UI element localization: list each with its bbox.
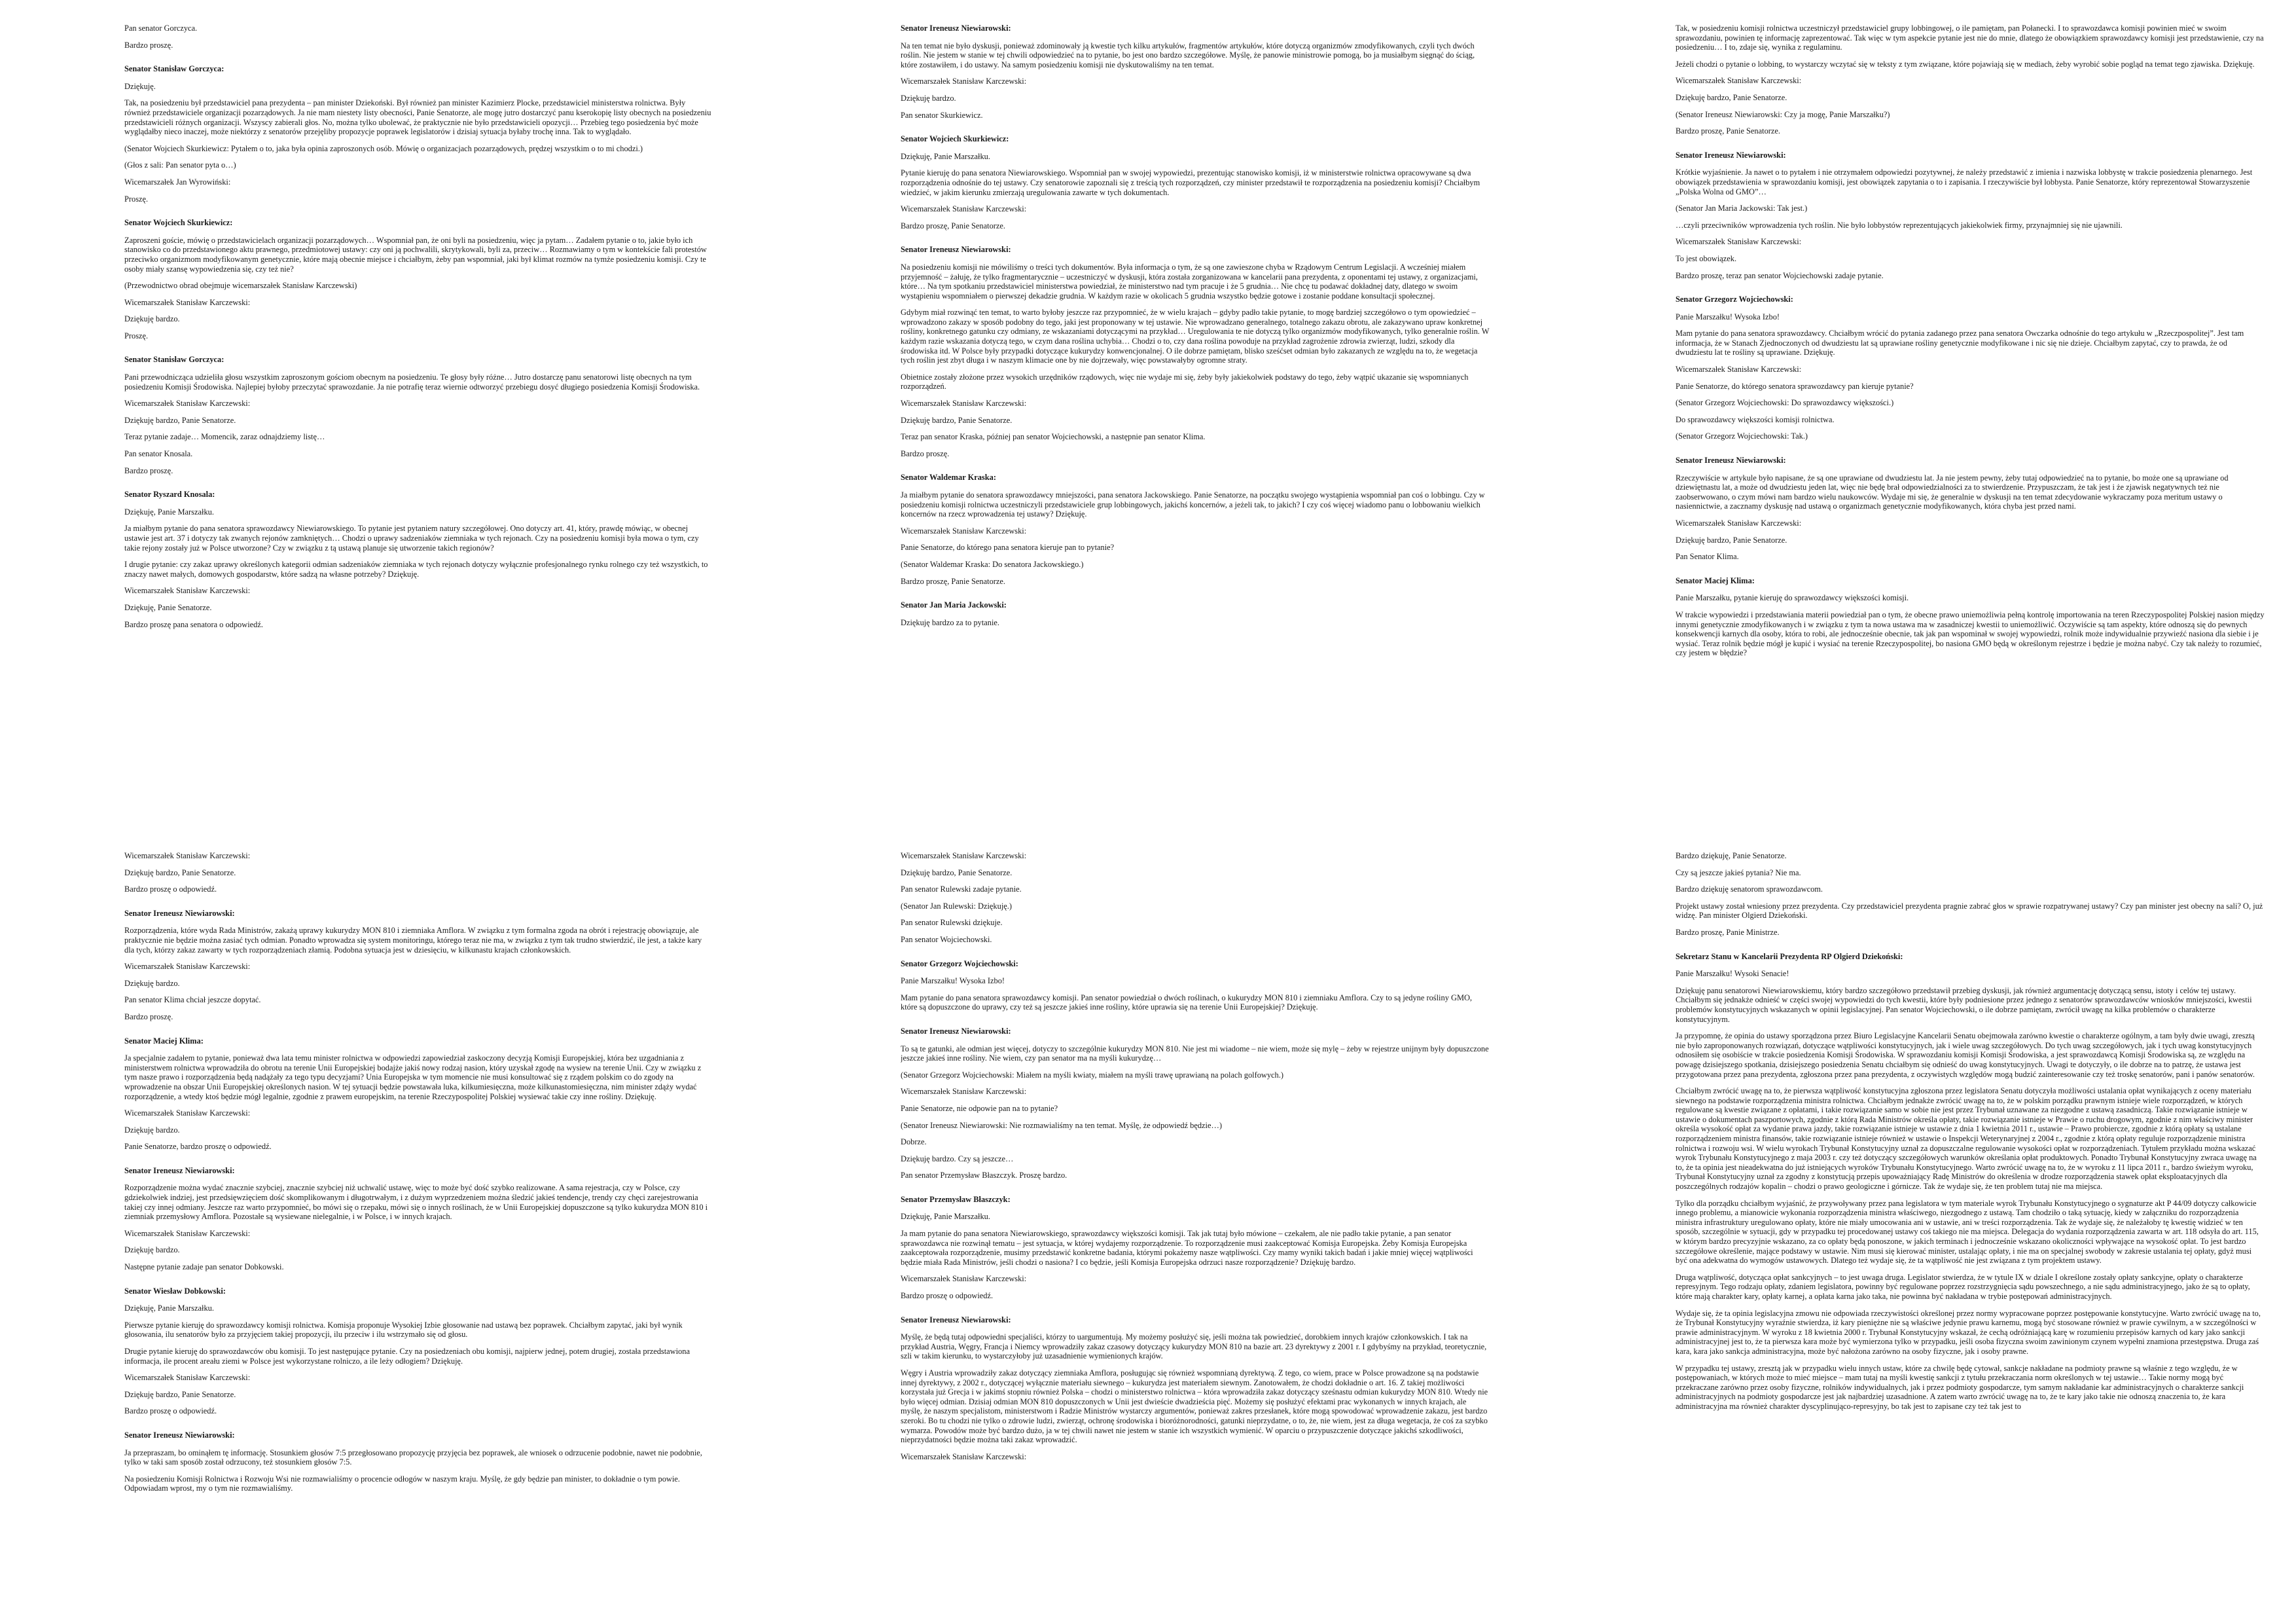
- paragraph: Bardzo proszę o odpowiedź.: [124, 884, 217, 894]
- page-6: [1676, 851, 2265, 1617]
- paragraph: Wicemarszałek Stanisław Karczewski:: [124, 851, 251, 860]
- paragraph: Bardzo proszę, Panie Senatorze.: [901, 576, 1005, 586]
- speaker-heading: Senator Ireneusz Niewiarowski:: [901, 1315, 1011, 1324]
- paragraph: Dziękuję.: [124, 81, 156, 91]
- paragraph: Projekt ustawy został wniesiony przez prezydenta. Czy przedstawiciel prezydenta pragnie zabrać głos w sprawie rozpatrywanej ustawy? Czy pan minister jest obecny na sali? O, już widzę. Pan minister Olgierd Dziekoński.: [1676, 901, 2263, 921]
- paragraph: Czy są jeszcze jakieś pytania? Nie ma.: [1676, 867, 1801, 877]
- paragraph: Wicemarszałek Stanisław Karczewski:: [1676, 76, 1802, 86]
- paragraph: Pan senator Skurkiewicz.: [901, 110, 983, 120]
- paragraph: Pan senator Klima chciał jeszcze dopytać.: [124, 995, 261, 1005]
- paragraph: Dziękuję bardzo, Panie Senatorze.: [124, 867, 236, 877]
- paragraph: Dziękuję bardzo za to pytanie.: [901, 617, 1000, 627]
- paragraph: Bardzo proszę, Panie Senatorze.: [901, 221, 1005, 230]
- paragraph: Wicemarszałek Stanisław Karczewski:: [124, 1108, 251, 1118]
- paragraph: Wicemarszałek Stanisław Karczewski:: [124, 586, 251, 596]
- paragraph: Ja mam pytanie do pana senatora Niewiarowskiego, sprawozdawcy większości komisji. Tak jak tutaj było mówione – czekałem, ale nie padło takie pytanie, a pan senator sprawozdawca nie rozwinął tematu – jest sytuacja, w której wydajemy rozporządzenie. To rozporządzenie musi zaakceptować Komisja Europejska. Żeby Komisja Europejska zaakceptowała rozporządzenie, musimy przedstawić konkretne badania, którymi pokażemy nasze wątpliwości. Czy mamy wyniki takich badań i jakie mniej więcej wątpliwości będzie miała Rada Ministrów, jeśli chodzi o nasiona? I co będzie, jeśli Komisja Europejska odrzuci nasze rozporządzenie? Dziękuję bardzo.: [901, 1229, 1473, 1267]
- speaker-heading: Senator Ireneusz Niewiarowski:: [901, 245, 1011, 255]
- speaker-heading: Senator Ireneusz Niewiarowski:: [901, 24, 1011, 33]
- paragraph: …czyli przeciwników wprowadzenia tych roślin. Nie było lobbystów reprezentujących jakiekolwiek firmy, przynajmniej się nie ujawnili.: [1676, 220, 2123, 230]
- paragraph: Bardzo proszę o odpowiedź.: [901, 1291, 994, 1301]
- paragraph: W trakcie wypowiedzi i przedstawiania materii powiedział pan o tym, że obecne prawo uniemożliwia pełną kontrolę importowania na teren Rzeczypospolitej Polskiej nasion między innymi genetycznie zmodyfikowanych i w związku z tym ta nowa ustawa ma w zasadniczej kwestii to uniemożliwić. Oczywiście są tam aspekty, które odnoszą się do pewnych konsekwencji karnych dla osoby, która to robi, ale jednocześnie obecnie, tak jak pan wspominał w swojej wypowiedzi, rolnik może indywidualnie przywieźć nasiona dla siebie i je wysiać. Teraz rolnik będzie mógł je kupić i wysiać na terenie Rzeczypospolitej, bo nasiona GMO będą w określonym rejestrze i będzie je można nabyć. Czy tak należy to rozumieć, czy jestem w błędzie?: [1676, 610, 2265, 658]
- paragraph: Obietnice zostały złożone przez wysokich urzędników rządowych, więc nie wydaje mi się, żeby były jakiekolwiek podstawy do tego, żeby wątpić ukazanie się wspomnianych rozporządzeń.: [901, 372, 1469, 392]
- page-3: [1676, 24, 2265, 770]
- speaker-heading: Sekretarz Stanu w Kancelarii Prezydenta RP Olgierd Dziekoński:: [1676, 951, 1903, 961]
- paragraph: (Przewodnictwo obrad obejmuje wicemarszałek Stanisław Karczewski): [124, 281, 357, 291]
- speaker-heading: Senator Wiesław Dobkowski:: [124, 1286, 226, 1296]
- speaker-heading: Senator Grzegorz Wojciechowski:: [1676, 295, 1793, 304]
- paragraph: Panie Senatorze, do którego pana senatora kieruje pan to pytanie?: [901, 543, 1115, 553]
- paragraph: Gdybym miał rozwinąć ten temat, to warto byłoby jeszcze raz przypomnieć, że w wielu krajach – gdyby padło takie pytanie, to mogę bardziej szczegółowo o tym opowiedzieć – wprowadzono zakazy w sposób podobny do tego, jaki jest proponowany w tej ustawie. Nie wprowadzano generalnego, totalnego zakazu obrotu, ale zakazywano upraw konkretnej rośliny, konkretnego gatunku czy odmiany, ze wskazaniami dotyczącymi na przykład… Uregulowania te nie dotyczą tylko organizmów modyfikowanych, tylko generalnie roślin. W każdym razie wskazania dotyczą tego, w czym dana roślina uchybia… Chodzi o to, czy dana roślina powoduje na przykład zagrożenie zdrowia zwierząt, ludzi, szkody dla środowiska itd. W Polsce były przypadki dotyczące kukurydzy konwencjonalnej. O ile dobrze pamiętam, blisko sześćset odmian było zakazanych ze względu na to, że wegetacja tych roślin jest zbyt długa i w naszym klimacie one by nie dojrzewały, więc powstawałyby ogromne straty.: [901, 308, 1490, 365]
- paragraph: Drugie pytanie kieruję do sprawozdawców obu komisji. To jest następujące pytanie. Czy na posiedzeniach obu komisji, najpierw jednej, potem drugiej, została przedstawiona informacja, ile procent areału ziemi w Polsce jest wykorzystane rolniczo, a ile leży odłogiem? Dziękuję.: [124, 1347, 690, 1366]
- paragraph: Wicemarszałek Jan Wyrowiński:: [124, 177, 231, 187]
- paragraph: Bardzo proszę, teraz pan senator Wojciechowski zadaje pytanie.: [1676, 270, 1884, 280]
- paragraph: Pierwsze pytanie kieruję do sprawozdawcy komisji rolnictwa. Komisja proponuje Wysokiej Izbie głosowanie nad ustawą bez poprawek. Chciałbym zapytać, jaki był wynik głosowania, ilu senatorów było za przyjęciem takiej propozycji, ilu przeciw i ilu wstrzymało się od głosu.: [124, 1320, 683, 1340]
- paragraph: Pan senator Knosala.: [124, 449, 193, 459]
- paragraph: Tak, na posiedzeniu był przedstawiciel pana prezydenta – pan minister Dziekoński. Był również pan minister Kazimierz Plocke, przedstawiciel ministerstwa rolnictwa. Były również przedstawiciele organizacji pozarządowych. Ja nie mam niestety listy obecności, Panie Senatorze, ale mogę jutro dostarczyć panu kserokopię listy obecnych na posiedzeniu przedstawicieli różnych organizacji. Wszyscy zabierali głos. No, można tylko ubolewać, że praktycznie nie było przedstawicieli opozycji… Przebieg tego posiedzenia być może wyglądałby nieco inaczej, może niektórzy z senatorów przejęliby propozycje poprawek legislatorów i dzisiaj sytuacja byłaby trochę inna. Tak to wyglądało.: [124, 98, 711, 137]
- speaker-heading: Senator Ireneusz Niewiarowski:: [1676, 150, 1786, 160]
- paragraph: Dziękuję bardzo, Panie Senatorze.: [1676, 92, 1787, 102]
- paragraph: Panie Senatorze, nie odpowie pan na to pytanie?: [901, 1103, 1058, 1113]
- paragraph: Dziękuję bardzo.: [124, 314, 180, 324]
- paragraph: Wicemarszałek Stanisław Karczewski:: [1676, 237, 1802, 247]
- paragraph: Rzeczywiście w artykule było napisane, że są one uprawiane od dwudziestu lat. Ja nie jestem pewny, żeby tutaj odpowiedzieć na to pytanie, bo może one są uprawiane od dziewiętnastu lat, a może od dwudziestu jeden lat, więc nie będę brał odpowiedzialności za to stwierdzenie. Przypuszczam, że tak jest i że zjawisk negatywnych też nie zaobserwowano, o czym mówi nam bardzo wielu naukowców. Wydaje mi się, że generalnie w dyskusji na ten temat zdecydowanie wykraczamy poza meritum ustawy o nasiennictwie, a zacznamy dyskusję nad ustawą o organizmach genetycznie modyfikowanych, która chyba jest przed nami.: [1676, 473, 2229, 511]
- paragraph: Bardzo proszę o odpowiedź.: [124, 1406, 217, 1416]
- speaker-heading: Senator Wojciech Skurkiewicz:: [124, 218, 233, 228]
- paragraph: Wicemarszałek Stanisław Karczewski:: [1676, 365, 1802, 374]
- paragraph: Mam pytanie do pana senatora sprawozdawcy. Chciałbym wrócić do pytania zadanego przez pana senatora Owczarka odnośnie do tego artykułu w „Rzeczpospolitej”. Jest tam informacja, że w Stanach Zjednoczonych od dwudziestu lat są uprawiane rośliny genetycznie modyfikowane i nic się nie dzieje. Chciałbym zapytać, czy to prawda, że od dwudziestu lat te rośliny są uprawiane. Dziękuję.: [1676, 329, 2244, 357]
- paragraph: To są te gatunki, ale odmian jest więcej, dotyczy to szczególnie kukurydzy MON 810. Nie jest mi wiadome – nie wiem, może się mylę – żeby w rejestrze unijnym były dopuszczone jeszcze jakieś inne rośliny. Nie wiem, czy pan senator ma na myśli kukurydzę…: [901, 1044, 1489, 1063]
- paragraph: Panie Marszałku! Wysoka Izbo!: [1676, 312, 1780, 321]
- paragraph: Ja przypomnę, że opinia do ustawy sporządzona przez Biuro Legislacyjne Kancelarii Senatu obejmowała zarówno kwestie o charakterze ogólnym, a tam były dwie uwagi, zresztą nie było zaproponowanych rozwiązań, dotyczące wątpliwości konstytucyjnych, jak i wiele uwag szczegółowych. Do tych uwag szczegółowych, jak i tych uwag konstytucyjnych odnosiłem się osobiście w trakcie posiedzenia Komisji Środowiska. W sprawozdaniu komisji Komisji Środowiska, a jest sprawozdawcą Komisji Środowiska są, ze względu na powagę dzisiejszego spotkania, dzisiejszego posiedzenia Senatu chciałbym się odnieść do uwag konstytucyjnych. Uwagi te dotyczyły, o ile dobrze na to patrzę, że ustawa jest przygotowana przez pana prezydenta, zgłoszona przez pana prezydenta, z oczywistych względów mogą budzić zainteresowanie czy też troskę senatorów, pani i panów senatorów.: [1676, 1031, 2255, 1079]
- paragraph: Panie Marszałku, pytanie kieruję do sprawozdawcy większości komisji.: [1676, 593, 1909, 603]
- paragraph: Dziękuję bardzo, Panie Senatorze.: [901, 867, 1013, 877]
- paragraph: Druga wątpliwość, dotycząca opłat sankcyjnych – to jest uwaga druga. Legislator stwierdza, że w tytule IX w dziale I określone zostały opłaty sankcyjne, opłaty o charakterze represyjnym. Tego rodzaju opłaty, zdaniem legislatora, powinny być regulowane poprzez rozstrzygnięcia sądu powszechnego, a nie sądu administracyjnego, jako że są to opłaty, które mają charakter kary, opłaty karnej, a opłata karna jako taka, nie powinna być nakładana w trybie postępowań administracyjnych.: [1676, 1272, 2250, 1301]
- paragraph: Ja miałbym pytanie do senatora sprawozdawcy mniejszości, pana senatora Jackowskiego. Panie Senatorze, na początku swojego wystąpienia wspomniał pan coś o lobbingu. Czy w posiedzeniu komisji rolnictwa uczestniczyli przedstawiciele grup lobbingowych, jakichś koncernów, a jeżeli tak, to jakich? I czy coś więcej wiadomo panu o lobbowaniu wielkich koncernów na rzecz wprowadzenia tej ustawy? Dziękuję.: [901, 490, 1485, 519]
- speaker-heading: Senator Stanisław Gorczyca:: [124, 64, 224, 74]
- paragraph: Następne pytanie zadaje pan senator Dobkowski.: [124, 1262, 284, 1272]
- paragraph: (Senator Wojciech Skurkiewicz: Pytałem o to, jaka była opinia zaproszonych osób. Mówię o organizacjach pozarządowych, prędzej wszystkim o to mi chodzi.): [124, 143, 643, 153]
- paragraph: Dziękuję panu senatorowi Niewiarowskiemu, który bardzo szczegółowo przedstawił przebieg dyskusji, jak również argumentację dotyczącą sensu, istoty i celów tej ustawy. Chciałbym się jednakże odnieść w części swojej wypowiedzi do tych kwestii, które były podniesione przez jednego z senatorów sprawozdawców wniosków mniejszości, kwestii problemów konstytucyjnych wskazanych w opinii legislacyjnej. Pan senator Wojciechowski, o ile dobrze pamiętam, zwrócił uwagę na kilka problemów o charakterze konstytucyjnym.: [1676, 985, 2252, 1024]
- paragraph: Zaproszeni goście, mówię o przedstawicielach organizacji pozarządowych… Wspomniał pan, że oni byli na posiedzeniu, więc ja pytam… Zadałem pytanie o to, jakie było ich stanowisko co do przedstawionego aktu prawnego, przedmiotowej ustawy: czy oni ją pochwalili, skrytykowali, byli za, przeciw… Rozmawiamy o tym w kontekście fali protestów przeciwko organizmom modyfikowanym genetycznie, które mają obecnie miejsce i chciałbym, żeby pan wspomniał, jaki był klimat rozmów na tymże posiedzeniu komisji. Czy te osoby miały szansę wypowiedzenia się, czy też nie?: [124, 235, 707, 274]
- paragraph: (Senator Grzegorz Wojciechowski: Do sprawozdawcy większości.): [1676, 398, 1894, 408]
- paragraph: Pan senator Rulewski dziękuje.: [901, 918, 1003, 928]
- paragraph: Na posiedzeniu komisji nie mówiliśmy o treści tych dokumentów. Była informacja o tym, że są one zawieszone chyba w Rządowym Centrum Legislacji. A wcześniej miałem przyjemność – żałuję, że tylko fragmentarycznie – uczestniczyć w dyskusji, która została zorganizowana w kancelarii pana prezydenta, z oponentami tej ustawy, z organizacjami, które… Na tym spotkaniu przedstawiciel ministerstwa powiedział, że ministerstwo nad tym pracuje i że 5 grudnia… Nie chcę tu podawać dokładnej daty, dlatego w swoim wystąpieniu wspomniałem o pierwszej dekadzie grudnia. W każdym razie w okolicach 5 grudnia wszystko będzie gotowe i zostanie poddane konsultacji społecznej.: [901, 262, 1478, 301]
- paragraph: Teraz pytanie zadaje… Momencik, zaraz odnajdziemy listę…: [124, 432, 325, 442]
- paragraph: Panie Senatorze, bardzo proszę o odpowiedź.: [124, 1142, 272, 1152]
- speaker-heading: Senator Wojciech Skurkiewicz:: [901, 134, 1009, 144]
- paragraph: Dziękuję bardzo.: [124, 1125, 180, 1135]
- paragraph: (Senator Jan Maria Jackowski: Tak jest.): [1676, 204, 1808, 213]
- speaker-heading: Senator Maciej Klima:: [1676, 575, 1755, 585]
- paragraph: (Senator Waldemar Kraska: Do senatora Jackowskiego.): [901, 559, 1084, 569]
- paragraph: Pani przewodnicząca udzieliła głosu wszystkim zaproszonym gościom obecnym na posiedzeniu. Te głosy były różne… Jutro dostarczę panu senatorowi listę obecnych na tym posiedzeniu Komisji Środowiska. Najlepiej byłoby przeczytać sprawozdanie. Ja nie potrafię teraz wiernie odtworzyć przebiegu dosyć długiego posiedzenia Komisji Środowiska.: [124, 373, 700, 392]
- paragraph: Bardzo dziękuję senatorom sprawozdawcom.: [1676, 884, 1823, 894]
- paragraph: (Senator Grzegorz Wojciechowski: Tak.): [1676, 431, 1808, 441]
- paragraph: Dziękuję bardzo, Panie Senatorze.: [124, 415, 236, 425]
- paragraph: Na ten temat nie było dyskusji, ponieważ zdominowały ją kwestie tych kilku artykułów, fragmentów artykułów, które dotyczą organizmów zmodyfikowanych, czyli tych dwóch roślin. Nie jestem w stanie w tej chwili odpowiedzieć na to pytanie, bo jest ono bardzo szczegółowe. Myślę, że panowie ministrowie pomogą, bo ja musiałbym sięgnąć do ściąg, które zostawiłem, i do ustawy. Na samym posiedzeniu komisji nie dyskutowaliśmy na ten temat.: [901, 41, 1475, 69]
- paragraph: Bardzo proszę.: [124, 465, 173, 475]
- paragraph: Wicemarszałek Stanisław Karczewski:: [901, 1451, 1027, 1461]
- paragraph: Proszę.: [124, 331, 149, 340]
- speaker-heading: Senator Ryszard Knosala:: [124, 490, 215, 500]
- paragraph: Krótkie wyjaśnienie. Ja nawet o to pytałem i nie otrzymałem odpowiedzi pozytywnej, że należy przedstawić z imienia i nazwiska lobbystę w trakcie posiedzenia plenarnego. Jest obowiązek przedstawienia w sprawozdaniu komisji, jest obowiązek zapytania o to i zapisania. I rzeczywiście był lobbysta. Panie Senatorze, który reprezentował Stowarzyszenie „Polska Wolna od GMO”…: [1676, 168, 2253, 196]
- paragraph: Pan senator Przemysław Błaszczyk. Proszę bardzo.: [901, 1171, 1067, 1180]
- paragraph: Myślę, że będą tutaj odpowiedni specjaliści, którzy to uargumentują. My możemy posłużyć się, jeśli można tak powiedzieć, dorobkiem innych krajów członkowskich. I tak na przykład Austria, Węgry, Francja i Niemcy wprowadziły zakaz czasowy dotyczący kukurydzy MON 810 na bazie art. 23 dyrektywy z 2001 r. I gdybyśmy na przykład, teoretycznie, szli w takim kierunku, to wystarczyłoby już uzasadnienie wymienionych krajów.: [901, 1332, 1487, 1361]
- paragraph: Wydaje się, że ta opinia legislacyjna zmowu nie odpowiada rzeczywistości określonej przez normy wypracowane poprzez postępowanie konstytucyjne. Warto zwrócić uwagę na to, że Trybunał Konstytucyjny wyraźnie stwierdza, iż kary pieniężne nie są właściwe jedynie prawu karnemu, mogą być stosowane również w prawie cywilnym, a w szczególności w prawie administracyjnym. W wyroku z 18 kwietnia 2000 r. Trybunał Konstytucyjny wskazał, że cechą odróżniającą karę w rozumieniu przepisów karnych od kary jako sankcji administracyjnej jest to, że ta pierwsza kara może być wymierzona tylko w przypadku, jeśli osoba fizyczna swoim zawinionym czynem wypełni znamiona przestępstwa. Druga zaś kara, kara jako sankcja administracyjna, może być nałożona zarówno na osoby fizyczne, jak i osoby prawne.: [1676, 1308, 2261, 1356]
- page-5: [901, 851, 1490, 1617]
- paragraph: Panie Marszałku! Wysoki Senacie!: [1676, 969, 1789, 979]
- paragraph: Rozporządzenia, które wyda Rada Ministrów, zakażą uprawy kukurydzy MON 810 i ziemniaka Amflora. W związku z tym formalna zgoda na obrót i rejestrację obowiązuje, ale praktycznie nie będzie można zasiać tych odmian. Ponadto wprowadza się system monitoringu, którego teraz nie ma, w związku z tym tak trudno stwierdzić, ile jest, a także kary dla tych, którzy zakaz zawarty w tych rozporządzeniach złamią. Podobna sytuacja jest w dziesięciu, w kilkunastu krajach członkowskich.: [124, 926, 702, 955]
- paragraph: Węgry i Austria wprowadziły zakaz dotyczący ziemniaka Amflora, posługując się również wspomnianą dyrektywą. Z tego, co wiem, prace w Polsce prowadzone są na podstawie innej dyrektywy, z 2002 r., dotyczącej wyłącznie materiału siewnego – kukurydza jest materiałem siewnym. Zanotowałem, że chodzi dokładnie o art. 16. Z takiej możliwości korzystała już Grecja i w jakimś stopniu również Polska – chodzi o ministerstwo rolnictwa – która wprowadziła zakaz dotyczący sześnastu odmian kukurydzy MON 810. Wtedy nie było więcej odmian. Dzisiaj odmian MON 810 dopuszczonych w Unii jest dwieście dwadzieścia pięć. Możemy się posłużyć efektami prac wykonanych w innych krajach, ale myślę, że naszym specjalistom, ministerstwom i Radzie Ministrów wystarczy argumentów, ponieważ zakres przesłanek, które mogą spowodować wprowadzenie zakazu, jest bardzo szeroki. Bo tu chodzi nie tylko o zdrowie ludzi, zwierząt, ochronę środowiska i bioróżnorodności, gatunki nieprzydatne, o to, że, nie wiem, jest za długa wegetacja, że coś za szybko wymarza. Powodów może być bardzo dużo, ja w tej chwili nawet nie jestem w stanie ich wszystkich wymienić. W oparciu o przypuszczenie dotyczące jakichś szkodliwości, nieprzydatności będzie można taki zakaz wprowadzić.: [901, 1368, 1488, 1445]
- paragraph: Wicemarszałek Stanisław Karczewski:: [901, 1274, 1027, 1284]
- paragraph: Wicemarszałek Stanisław Karczewski:: [124, 297, 251, 307]
- paragraph: Wicemarszałek Stanisław Karczewski:: [124, 399, 251, 409]
- paragraph: Na posiedzeniu Komisji Rolnictwa i Rozwoju Wsi nie rozmawialiśmy o procencie odłogów w naszym kraju. Myślę, że gdy będzie pan minister, to dokładnie o tym powie. Odpowiadam wprost, my o tym nie rozmawialiśmy.: [124, 1474, 680, 1493]
- paragraph: Proszę.: [124, 194, 149, 204]
- paragraph: Wicemarszałek Stanisław Karczewski:: [124, 1228, 251, 1238]
- page-1: [124, 24, 713, 770]
- paragraph: Pan senator Wojciechowski.: [901, 934, 992, 944]
- paragraph: Bardzo proszę.: [901, 448, 950, 458]
- speaker-heading: Senator Stanisław Gorczyca:: [124, 355, 224, 365]
- paragraph: Rozporządzenie można wydać znacznie szybciej, znacznie szybciej niż uchwalić ustawę, więc to może być dość szybko realizowane. A sama rejestracja, czy w Polsce, czy gdziekolwiek indziej, jest przedsięwzięciem dość skomplikowanym i długotrwałym, i z dużym wyprzedzeniem można śledzić jakieś tendencje, trendy czy chęci zarejestrowania takiej czy innej odmiany. Jeszcze raz warto przypomnieć, bo mówi się o rzepaku, mówi się o innych roślinach, że w Unii Europejskiej dopuszczone są tylko kukurydza MON 810 i ziemniak przemysłowy Amflora. Pozostałe są wysiewane nielegalnie, i w Polsce, i w innych krajach.: [124, 1183, 708, 1222]
- paragraph: Bardzo proszę pana senatora o odpowiedź.: [124, 619, 263, 629]
- paragraph: Pan Senator Klima.: [1676, 552, 1739, 562]
- paragraph: Dziękuję, Panie Marszałku.: [901, 151, 990, 161]
- paragraph: Mam pytanie do pana senatora sprawozdawcy komisji. Pan senator powiedział o dwóch roślinach, o kukurydzy MON 810 i ziemniaku Amflora. Czy to są jedyne rośliny GMO, które są dopuszczone do uprawy, czy też są jeszcze jakieś inne rośliny, które uprawia się na terenie Unii Europejskiej? Dziękuję.: [901, 993, 1473, 1012]
- page-2: [901, 24, 1490, 770]
- speaker-heading: Senator Przemysław Błaszczyk:: [901, 1194, 1011, 1204]
- speaker-heading: Senator Ireneusz Niewiarowski:: [124, 1430, 235, 1440]
- paragraph: Ja miałbym pytanie do pana senatora sprawozdawcy Niewiarowskiego. To pytanie jest pytaniem natury szczegółowej. Ono dotyczy art. 41, który, prawdę mówiąc, w obecnej ustawie jest art. 37 i dotyczy tak zwanych rejonów zamkniętych… Chodzi o uprawy sadzeniaków ziemniaka w tych rejonach. Czy na posiedzeniu komisji była mowa o tym, czy takie rejony zostały już w Polsce utworzone? Czy w związku z tą ustawą planuje się utworzenie takich regionów?: [124, 524, 699, 553]
- paragraph: Teraz pan senator Kraska, później pan senator Wojciechowski, a następnie pan senator Klima.: [901, 432, 1206, 442]
- paragraph: Dziękuję bardzo, Panie Senatorze.: [901, 415, 1013, 425]
- speaker-heading: Senator Ireneusz Niewiarowski:: [124, 908, 235, 918]
- paragraph: Bardzo proszę.: [124, 1012, 173, 1021]
- paragraph: Wicemarszałek Stanisław Karczewski:: [1676, 519, 1802, 528]
- paragraph: Dziękuję, Panie Senatorze.: [124, 602, 212, 612]
- paragraph: Pan senator Rulewski zadaje pytanie.: [901, 884, 1022, 894]
- paragraph: W przypadku tej ustawy, zresztą jak w przypadku wielu innych ustaw, które za chwilę będę cytował, sankcje nakładane na podmioty prawne są właśnie z tego względu, że w postępowaniach, w których może to mieć miejsce – mam tutaj na myśli kwestię sankcji z tytułu przekraczania norm określonych w tej ustawie… Takie normy mogą być przekraczane zarówno przez osoby fizyczne, rolników indywidualnych, jak i przez podmioty gospodarcze, tym samym nakładanie kar administracyjnych o charakterze sankcji administracyjnych na podmioty gospodarcze jest jak najbardziej uzasadnione. A zatem warto zwrócić uwagę na to, że te kary jako takie nie odnoszą znaczenia to, że kara administracyjna ma również charakter dyscyplinująco-represyjny, bo tak jest to zapisane czy też tak jest to: [1676, 1363, 2244, 1411]
- paragraph: Pan senator Gorczyca.: [124, 24, 198, 33]
- paragraph: Bardzo proszę.: [124, 40, 173, 50]
- paragraph: Dobrze.: [901, 1137, 927, 1147]
- paragraph: Dziękuję bardzo.: [124, 978, 180, 988]
- paragraph: (Senator Grzegorz Wojciechowski: Miałem na myśli kwiaty, miałem na myśli trawę uprawianą na polach golfowych.): [901, 1070, 1283, 1080]
- speaker-heading: Senator Maciej Klima:: [124, 1036, 204, 1046]
- paragraph: Ja specjalnie zadałem to pytanie, ponieważ dwa lata temu minister rolnictwa w odpowiedzi zapowiedział zaskoczony decyzją Komisji Europejskiej, która bez uzgadniania z ministerstwem rolnictwa wprowadziła do obrotu na terenie Unii Europejskiej bodajże jakiś nowy rodzaj nasion, który uzyskał zgodę na wysiew na terenie Unii. Czy w związku z tym nasze prawo i rozporządzenia będą nadążały za tego typu decyzjami? Unia Europejska w tym momencie nie musi konsultować się z rządem polskim co do zgody na wprowadzenie na obszar Unii Europejskiej określonych nasion. W tej sytuacji będzie powstawała luka, kilkumiesięczna, może kilkunastomiesięczna, nim minister zdąży wydać rozporządzenie, a wtedy ktoś będzie mógł legalnie, zgodnie z prawem europejskim, na terenie Rzeczypospolitej Polskiej wysiewać takie czy inne rośliny. Dziękuję.: [124, 1053, 702, 1101]
- paragraph: Do sprawozdawcy większości komisji rolnictwa.: [1676, 414, 1835, 424]
- paragraph: Dziękuję bardzo.: [901, 93, 956, 103]
- paragraph: Wicemarszałek Stanisław Karczewski:: [124, 1373, 251, 1383]
- paragraph: To jest obowiązek.: [1676, 253, 1737, 263]
- speaker-heading: Senator Ireneusz Niewiarowski:: [901, 1026, 1011, 1036]
- paragraph: Wicemarszałek Stanisław Karczewski:: [901, 399, 1027, 409]
- paragraph: Wicemarszałek Stanisław Karczewski:: [124, 962, 251, 972]
- paragraph: Jeżeli chodzi o pytanie o lobbing, to wystarczy wczytać się w teksty z tym związane, które pojawiają się w mediach, żeby wyrobić sobie pogląd na temat tego zjawiska. Dziękuję.: [1676, 59, 2255, 69]
- speaker-heading: Senator Grzegorz Wojciechowski:: [901, 958, 1018, 968]
- paragraph: Dziękuję bardzo, Panie Senatorze.: [124, 1389, 236, 1399]
- paragraph: Pytanie kieruję do pana senatora Niewiarowskiego. Wspomniał pan w swojej wypowiedzi, prezentując stanowisko komisji, iż w ministerstwie rolnictwa opracowywane są dwa rozporządzenia odnośnie do tej ustawy. Czy senatorowie zapoznali się z treścią tych rozporządzeń, czy minister przedstawił te rozporządzenia na posiedzeniu komisji? Chciałbym wiedzieć, w jakim kierunku zmierzają uregulowania zawarte w tych dokumentach.: [901, 168, 1480, 197]
- page-4: [124, 851, 713, 1617]
- paragraph: Wicemarszałek Stanisław Karczewski:: [901, 204, 1027, 214]
- speaker-heading: Senator Ireneusz Niewiarowski:: [124, 1165, 235, 1175]
- paragraph: Dziękuję bardzo, Panie Senatorze.: [1676, 535, 1787, 545]
- paragraph: Wicemarszałek Stanisław Karczewski:: [901, 77, 1027, 86]
- paragraph: Wicemarszałek Stanisław Karczewski:: [901, 526, 1027, 536]
- paragraph: Dziękuję, Panie Marszałku.: [124, 1304, 214, 1313]
- paragraph: Wicemarszałek Stanisław Karczewski:: [901, 1087, 1027, 1097]
- speaker-heading: Senator Jan Maria Jackowski:: [901, 600, 1007, 610]
- paragraph: Tylko dla porządku chciałbym wyjaśnić, że przywoływany przez pana legislatora w tym materiale wyrok Trybunału Konstytucyjnego o sygnaturze akt P 44/09 dotyczy całkowicie innego problemu, a mianowicie wykonania rozporządzenia ministra właściwego, niezgodnego z ustawą. Tam chodziło o taką sytuację, kiedy w załączniku do rozporządzenia ministra infrastruktury uregulowano opłaty, które nie miały umocowania ani w ustawie, ani w treści rozporządzenia. Tak że wydaje się, że należałoby tę kwestię widzieć w ten sposób, szczególnie w sytuacji, gdy w przypadku tej procedowanej ustawy coś takiego nie ma miejsca. Delegacja do wydania rozporządzenia zawarta w art. 118 odsyła do art. 115, w którym bardzo precyzyjnie wskazano, za co opłaty będą ponoszone, w jakich terminach i jednocześnie wskazano okoliczności wpływające na wysokość opłat. To jest bardzo szczegółowe określenie, mające podstawy w ustawie. Nim musi się kierować minister, ustalając opłaty, i nie ma on specjalnej swobody w zakresie ustalania tej opłaty, gdyż musi być ona adekwatna do wymogów ustawowych. Dlatego też wydaje się, że ta wątpliwość nie jest związana z tym projektem ustawy.: [1676, 1198, 2259, 1266]
- paragraph: I drugie pytanie: czy zakaz uprawy określonych kategorii odmian sadzeniaków ziemniaka w tych rejonach dotyczy wyłącznie profesjonalnego rynku rolnego czy też wszystkich, to znaczy nawet małych, domowych gospodarstw, które sadzą na własne potrzeby? Dziękuję.: [124, 560, 708, 579]
- paragraph: Panie Senatorze, do którego senatora sprawozdawcy pan kieruje pytanie?: [1676, 381, 1914, 391]
- speaker-heading: Senator Ireneusz Niewiarowski:: [1676, 456, 1786, 465]
- paragraph: (Senator Ireneusz Niewiarowski: Czy ja mogę, Panie Marszałku?): [1676, 109, 1890, 119]
- speaker-heading: Senator Waldemar Kraska:: [901, 473, 996, 483]
- paragraph: (Senator Jan Rulewski: Dziękuję.): [901, 901, 1012, 911]
- paragraph: Bardzo dziękuję, Panie Senatorze.: [1676, 851, 1787, 860]
- paragraph: Chciałbym zwrócić uwagę na to, że pierwsza wątpliwość konstytucyjna zgłoszona przez legislatora Senatu dotyczyła możliwości ustalania opłat wynikających z oceny materiału siewnego na podstawie rozporządzenia ministra rolnictwa. Chciałbym jednakże zwrócić uwagę na to, że w polskim porządku prawnym istnieje wiele rozporządzeń, w których regulowane są kwestie związane z opłatami, i takie rozwiązanie samo w sobie nie jest przez Trybunał uznawane za niezgodne z ustawą zasadniczą. Takie rozwiązanie istnieje w ustawie o dokumentach paszportowych, zgodnie z którą Rada Ministrów określa opłaty, takie rozwiązanie istnieje w Prawie o ruchu drogowym, zgodnie z nim właściwy minister określa wysokość opłat za wydanie prawa jazdy, takie rozwiązanie istnieje w ustawie z dnia 1 kwietnia 2011 r., ustawie – Prawo probiercze, zgodnie z którą opłaty są ustalane rozporządzeniem ministra finansów, takie rozwiązanie istnieje również w ustawie o Inspekcji Weterynaryjnej z 2004 r., zgodnie z którą opłaty reguluje rozporządzenie ministra rolnictwa i rozwoju wsi. W wielu wyrokach Trybunał Konstytucyjny uznał za dopuszczalne regulowanie wysokości opłat w rozporządzeniach. Tytułem przykładu można wskazać wyrok Trybunału Konstytucyjnego z maja 2003 r. czy też dotyczący szczegółowych warunków określania opłat produktowych. Ponadto Trybunał Konstytucyjny zwraca uwagę na to, że ta opinia jest nieadekwatna do już istniejących wyroków Trybunału Konstytucyjnego. Warto zwrócić uwagę na to, że w wyroku z 11 lipca 2011 r., bardzo świeżym wyroku, Trybunał Konstytucyjny uznał za zgodny z konstytucją przepis upoważniający Radę Ministrów do określenia w drodze rozporządzenia stawek opłat eksploatacyjnych dla poszczególnych rodzajów kopalin – chodzi o prawo geologiczne i górnicze. Tak że wydaje się, że ten problem tutaj nie ma miejsca.: [1676, 1086, 2257, 1192]
- paragraph: Panie Marszałku! Wysoka Izbo!: [901, 976, 1005, 986]
- paragraph: Ja przepraszam, bo ominąłem tę informację. Stosunkiem głosów 7:5 przegłosowano propozycję przyjęcia bez poprawek, ale wniosek o odrzucenie podobnie, nawet nie podobnie, tylko w taki sam sposób został odrzucony, też stosunkiem głosów 7:5.: [124, 1448, 702, 1467]
- paragraph: Dziękuję bardzo. Czy są jeszcze…: [901, 1154, 1014, 1163]
- paragraph: Wicemarszałek Stanisław Karczewski:: [901, 851, 1027, 860]
- paragraph: Bardzo proszę, Panie Ministrze.: [1676, 927, 1780, 937]
- paragraph: Tak, w posiedzeniu komisji rolnictwa uczestniczył przedstawiciel grupy lobbingowej, o ile pamiętam, pan Połanecki. I to sprawozdawca komisji powinien mieć w swoim sprawozdaniu, powinien tę informację zaprezentować. Tak więc w tym aspekcie pytanie jest nie do mnie, dlatego że obowiązkiem sprawozdawcy komisji jest przedstawienie, czy na posiedzeniu… I to, zdaje się, wynika z regulaminu.: [1676, 24, 2264, 52]
- paragraph: (Głos z sali: Pan senator pyta o…): [124, 160, 236, 170]
- paragraph: Bardzo proszę, Panie Senatorze.: [1676, 126, 1780, 136]
- paragraph: (Senator Ireneusz Niewiarowski: Nie rozmawialiśmy na ten temat. Myślę, że odpowiedź będzie…): [901, 1120, 1222, 1130]
- paragraph: Dziękuję bardzo.: [124, 1245, 180, 1255]
- paragraph: Dziękuję, Panie Marszałku.: [124, 507, 214, 517]
- paragraph: Dziękuję, Panie Marszałku.: [901, 1212, 990, 1222]
